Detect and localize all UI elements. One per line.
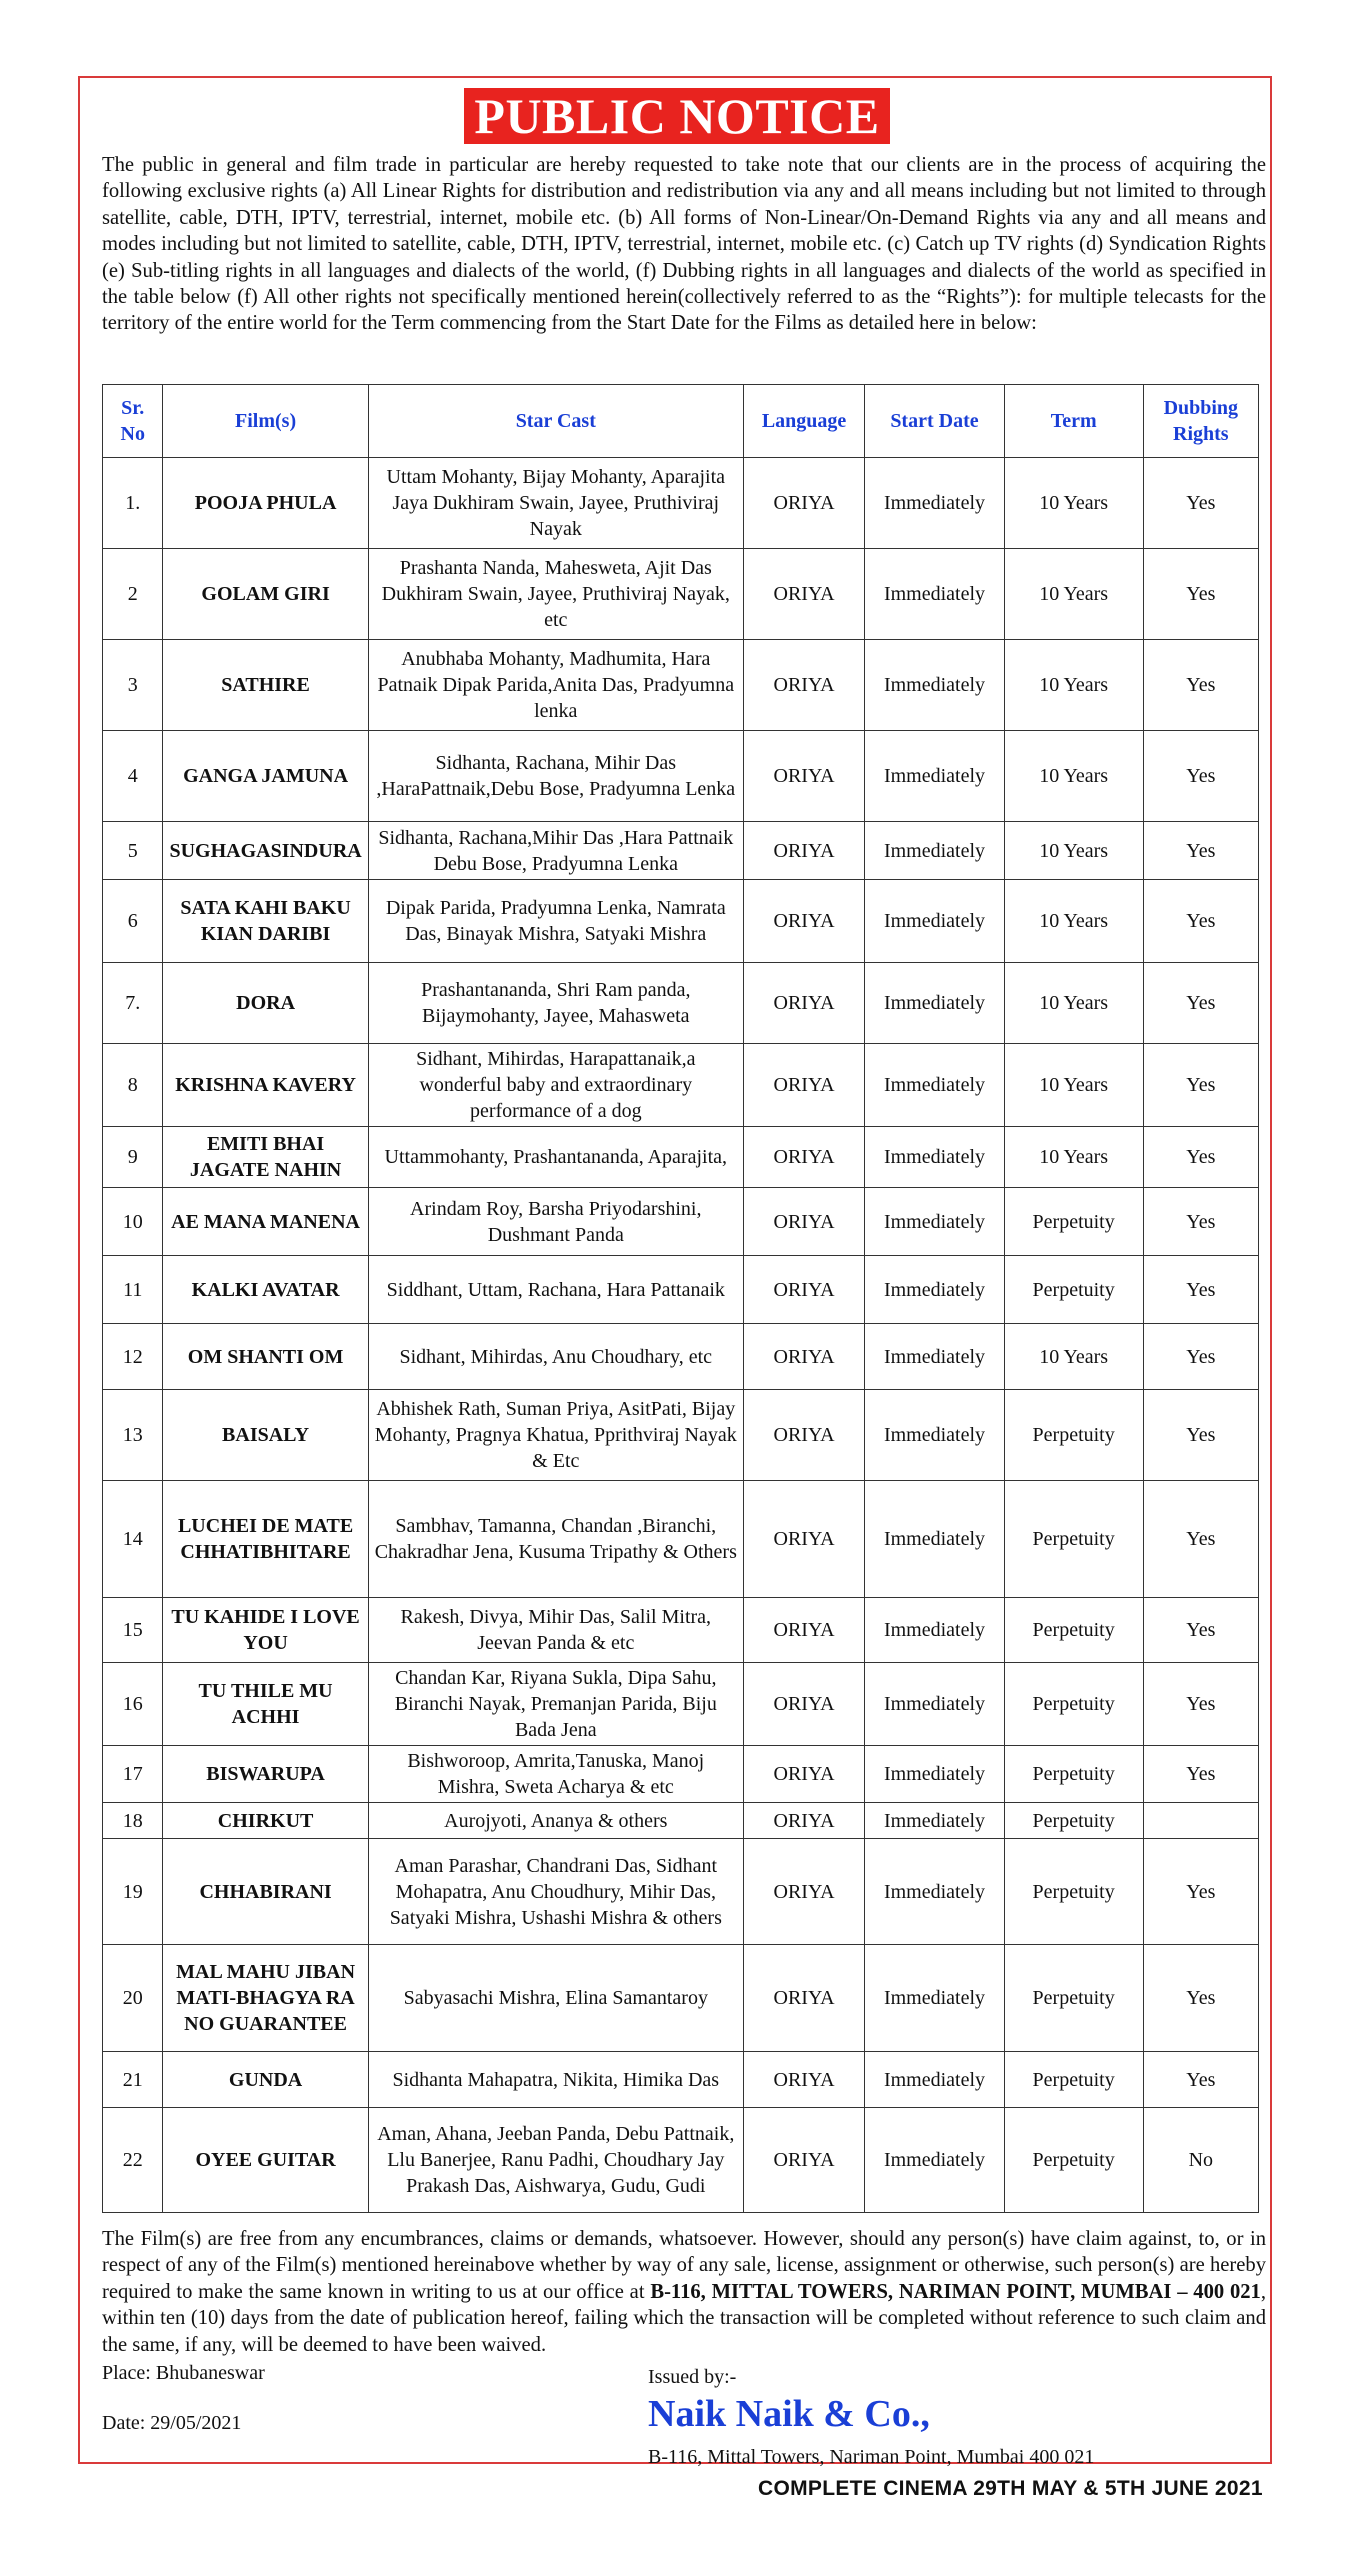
cell-cast: Sidhanta, Rachana,Mihir Das ,Hara Pattnaik Debu Bose, Pradyumna Lenka — [368, 822, 743, 880]
cell-cast: Prashanta Nanda, Mahesweta, Ajit Das Dukhiram Swain, Jayee, Pruthiviraj Nayak, etc — [368, 549, 743, 640]
cell-term: 10 Years — [1004, 731, 1143, 822]
cell-dubbing: Yes — [1143, 640, 1258, 731]
cell-cast: Rakesh, Divya, Mihir Das, Salil Mitra, Jeevan Panda & etc — [368, 1598, 743, 1663]
cell-term: Perpetuity — [1004, 1945, 1143, 2052]
footer-text-2: , within ten (10) days from the date of publication hereof, failing which the transaction will be completed without reference to such claim and the same, if any, will be deemed to have been waived. — [102, 2280, 1266, 2356]
cell-dubbing: Yes — [1143, 731, 1258, 822]
cell-cast: Aman Parashar, Chandrani Das, Sidhant Mohapatra, Anu Choudhury, Mihir Das, Satyaki Mishra, Ushashi Mishra & others — [368, 1839, 743, 1945]
cell-dubbing: Yes — [1143, 1663, 1258, 1746]
cell-sr: 12 — [103, 1324, 163, 1390]
cell-cast: Sabyasachi Mishra, Elina Samantaroy — [368, 1945, 743, 2052]
cell-term: Perpetuity — [1004, 1188, 1143, 1256]
cell-start-date: Immediately — [865, 2052, 1004, 2108]
cell-sr: 21 — [103, 2052, 163, 2108]
cell-term: Perpetuity — [1004, 1390, 1143, 1481]
cell-dubbing: Yes — [1143, 880, 1258, 963]
cell-dubbing — [1143, 1803, 1258, 1839]
cell-start-date: Immediately — [865, 1746, 1004, 1803]
cell-start-date: Immediately — [865, 1390, 1004, 1481]
table-header-row — [103, 385, 1259, 458]
cell-sr: 4 — [103, 731, 163, 822]
cell-start-date: Immediately — [865, 731, 1004, 822]
table-row — [103, 1663, 1259, 1746]
cell-term: Perpetuity — [1004, 1481, 1143, 1598]
cell-start-date: Immediately — [865, 1839, 1004, 1945]
cell-film: BISWARUPA — [163, 1746, 368, 1803]
cell-film: KALKI AVATAR — [163, 1256, 368, 1324]
cell-language: ORIYA — [743, 731, 864, 822]
title-wrap — [0, 88, 1354, 144]
table-row — [103, 880, 1259, 963]
cell-language: ORIYA — [743, 2108, 864, 2213]
company-address: B-116, Mittal Towers, Nariman Point, Mumbai 400 021 — [648, 2446, 1095, 2468]
notice-title: PUBLIC NOTICE — [464, 88, 889, 144]
cell-term: Perpetuity — [1004, 2108, 1143, 2213]
cell-sr: 13 — [103, 1390, 163, 1481]
cell-dubbing: Yes — [1143, 1390, 1258, 1481]
cell-term: Perpetuity — [1004, 1746, 1143, 1803]
cell-start-date: Immediately — [865, 1803, 1004, 1839]
cell-sr: 6 — [103, 880, 163, 963]
table-row — [103, 549, 1259, 640]
cell-start-date: Immediately — [865, 640, 1004, 731]
cell-dubbing: Yes — [1143, 1127, 1258, 1188]
cell-term: 10 Years — [1004, 822, 1143, 880]
cell-dubbing: Yes — [1143, 1945, 1258, 2052]
cell-cast: Abhishek Rath, Suman Priya, AsitPati, Bijay Mohanty, Pragnya Khatua, Pprithviraj Nayak & Etc — [368, 1390, 743, 1481]
cell-term: 10 Years — [1004, 1127, 1143, 1188]
table-row — [103, 2052, 1259, 2108]
cell-language: ORIYA — [743, 1945, 864, 2052]
cell-sr: 9 — [103, 1127, 163, 1188]
cell-dubbing: Yes — [1143, 2052, 1258, 2108]
cell-sr: 10 — [103, 1188, 163, 1256]
cell-term: 10 Years — [1004, 880, 1143, 963]
cell-dubbing: Yes — [1143, 549, 1258, 640]
cell-term: 10 Years — [1004, 1044, 1143, 1127]
table-row — [103, 1803, 1259, 1839]
cell-film: EMITI BHAI JAGATE NAHIN — [163, 1127, 368, 1188]
cell-language: ORIYA — [743, 1390, 864, 1481]
cell-sr: 22 — [103, 2108, 163, 2213]
cell-sr: 18 — [103, 1803, 163, 1839]
cell-sr: 19 — [103, 1839, 163, 1945]
cell-start-date: Immediately — [865, 1598, 1004, 1663]
cell-start-date: Immediately — [865, 1324, 1004, 1390]
cell-dubbing: Yes — [1143, 1839, 1258, 1945]
cell-start-date: Immediately — [865, 1663, 1004, 1746]
header-dubbing: Dubbing Rights — [1143, 385, 1258, 458]
cell-film: LUCHEI DE MATE CHHATIBHITARE — [163, 1481, 368, 1598]
cell-film: SATHIRE — [163, 640, 368, 731]
header-start-date: Start Date — [865, 385, 1004, 458]
cell-term: Perpetuity — [1004, 1256, 1143, 1324]
footer-paragraph — [102, 2226, 1266, 2358]
cell-start-date: Immediately — [865, 1188, 1004, 1256]
cell-dubbing: Yes — [1143, 1746, 1258, 1803]
cell-cast: Prashantananda, Shri Ram panda, Bijaymohanty, Jayee, Mahasweta — [368, 963, 743, 1044]
cell-sr: 7. — [103, 963, 163, 1044]
cell-cast: Uttammohanty, Prashantananda, Aparajita, — [368, 1127, 743, 1188]
cell-cast: Siddhant, Uttam, Rachana, Hara Pattanaik — [368, 1256, 743, 1324]
cell-film: GANGA JAMUNA — [163, 731, 368, 822]
cell-cast: Uttam Mohanty, Bijay Mohanty, Aparajita Jaya Dukhiram Swain, Jayee, Pruthiviraj Nayak — [368, 458, 743, 549]
cell-start-date: Immediately — [865, 1044, 1004, 1127]
cell-dubbing: No — [1143, 2108, 1258, 2213]
cell-term: 10 Years — [1004, 458, 1143, 549]
cell-film: CHIRKUT — [163, 1803, 368, 1839]
table-row — [103, 640, 1259, 731]
cell-start-date: Immediately — [865, 963, 1004, 1044]
cell-cast: Chandan Kar, Riyana Sukla, Dipa Sahu, Biranchi Nayak, Premanjan Parida, Biju Bada Jena — [368, 1663, 743, 1746]
cell-cast: Aman, Ahana, Jeeban Panda, Debu Pattnaik, Llu Banerjee, Ranu Padhi, Choudhary Jay Prakash Das, Aishwarya, Gudu, Gudi — [368, 2108, 743, 2213]
cell-film: OM SHANTI OM — [163, 1324, 368, 1390]
footer-text-1: The Film(s) are free from any encumbrances, claims or demands, whatsoever. However, should any person(s) have claim against, to, or in respect of any of the Film(s) mentioned hereinabove whether by way of any sale, license, assignment or otherwise, such person(s) are hereby required to make the same known in writing to us at our office at — [102, 2228, 1266, 2303]
cell-film: SATA KAHI BAKU KIAN DARIBI — [163, 880, 368, 963]
cell-cast: Sidhanta, Rachana, Mihir Das ,HaraPattnaik,Debu Bose, Pradyumna Lenka — [368, 731, 743, 822]
cell-language: ORIYA — [743, 822, 864, 880]
cell-cast: Bishworoop, Amrita,Tanuska, Manoj Mishra, Sweta Acharya & etc — [368, 1746, 743, 1803]
header-cast: Star Cast — [368, 385, 743, 458]
cell-language: ORIYA — [743, 1044, 864, 1127]
footer-address: B-116, MITTAL TOWERS, NARIMAN POINT, MUMBAI – 400 021 — [650, 2280, 1261, 2303]
cell-start-date: Immediately — [865, 822, 1004, 880]
issued-by: Issued by:- — [648, 2366, 737, 2388]
cell-dubbing: Yes — [1143, 1044, 1258, 1127]
cell-film: CHHABIRANI — [163, 1839, 368, 1945]
cell-dubbing: Yes — [1143, 1598, 1258, 1663]
publication-line: COMPLETE CINEMA 29TH MAY & 5TH JUNE 2021 — [758, 2477, 1263, 2500]
films-table — [102, 384, 1259, 2213]
cell-film: GOLAM GIRI — [163, 549, 368, 640]
cell-language: ORIYA — [743, 963, 864, 1044]
cell-language: ORIYA — [743, 640, 864, 731]
table-row — [103, 1127, 1259, 1188]
cell-term: Perpetuity — [1004, 1803, 1143, 1839]
cell-cast: Sidhant, Mihirdas, Harapattanaik,a wonderful baby and extraordinary performance of a dog — [368, 1044, 743, 1127]
cell-dubbing: Yes — [1143, 1481, 1258, 1598]
cell-dubbing: Yes — [1143, 1188, 1258, 1256]
table-row — [103, 731, 1259, 822]
table-row — [103, 1044, 1259, 1127]
cell-start-date: Immediately — [865, 2108, 1004, 2213]
cell-language: ORIYA — [743, 2052, 864, 2108]
cell-sr: 3 — [103, 640, 163, 731]
cell-cast: Aurojyoti, Ananya & others — [368, 1803, 743, 1839]
cell-dubbing: Yes — [1143, 1256, 1258, 1324]
cell-cast: Anubhaba Mohanty, Madhumita, Hara Patnaik Dipak Parida,Anita Das, Pradyumna lenka — [368, 640, 743, 731]
cell-cast: Sidhanta Mahapatra, Nikita, Himika Das — [368, 2052, 743, 2108]
cell-sr: 17 — [103, 1746, 163, 1803]
cell-dubbing: Yes — [1143, 963, 1258, 1044]
cell-language: ORIYA — [743, 1663, 864, 1746]
cell-language: ORIYA — [743, 1746, 864, 1803]
cell-start-date: Immediately — [865, 549, 1004, 640]
cell-start-date: Immediately — [865, 1127, 1004, 1188]
cell-film: AE MANA MANENA — [163, 1188, 368, 1256]
cell-term: 10 Years — [1004, 640, 1143, 731]
table-row — [103, 1188, 1259, 1256]
cell-start-date: Immediately — [865, 880, 1004, 963]
cell-dubbing: Yes — [1143, 1324, 1258, 1390]
cell-start-date: Immediately — [865, 458, 1004, 549]
cell-term: Perpetuity — [1004, 1598, 1143, 1663]
company-name: Naik Naik & Co., — [648, 2393, 930, 2435]
cell-sr: 8 — [103, 1044, 163, 1127]
cell-term: Perpetuity — [1004, 2052, 1143, 2108]
cell-film: KRISHNA KAVERY — [163, 1044, 368, 1127]
header-language: Language — [743, 385, 864, 458]
cell-sr: 20 — [103, 1945, 163, 2052]
cell-language: ORIYA — [743, 880, 864, 963]
cell-language: ORIYA — [743, 1324, 864, 1390]
cell-language: ORIYA — [743, 1598, 864, 1663]
cell-cast: Arindam Roy, Barsha Priyodarshini, Dushmant Panda — [368, 1188, 743, 1256]
cell-start-date: Immediately — [865, 1945, 1004, 2052]
cell-cast: Sambhav, Tamanna, Chandan ,Biranchi, Chakradhar Jena, Kusuma Tripathy & Others — [368, 1481, 743, 1598]
cell-language: ORIYA — [743, 1127, 864, 1188]
table-row — [103, 1256, 1259, 1324]
place: Place: Bhubaneswar — [102, 2362, 265, 2384]
cell-sr: 11 — [103, 1256, 163, 1324]
cell-term: 10 Years — [1004, 1324, 1143, 1390]
table-row — [103, 458, 1259, 549]
intro-paragraph: The public in general and film trade in particular are hereby requested to take note that our clients are in the process of acquiring the following exclusive rights (a) All Linear Rights for distribution and redistribution via any and all means including but not limited to through satellite, cable, DTH, IPTV, terrestrial, internet, mobile etc. (b) All forms of Non-Linear/On-Demand Rights via any and all means and modes including but not limited to satellite, cable, DTH, IPTV, terrestrial, internet, mobile etc. (c) Catch up TV rights (d) Syndication Rights (e) Sub-titling rights in all languages and dialects of the world, (f) Dubbing rights in all languages and dialects of the world as specified in the table below (f) All other rights not specifically mentioned herein(collectively referred to as the “Rights”): for multiple telecasts for the territory of the entire world for the Term commencing from the Start Date for the Films as detailed here in below: — [102, 154, 1266, 335]
table-row — [103, 1839, 1259, 1945]
cell-start-date: Immediately — [865, 1256, 1004, 1324]
table-row — [103, 1945, 1259, 2052]
cell-film: DORA — [163, 963, 368, 1044]
cell-film: MAL MAHU JIBAN MATI-BHAGYA RA NO GUARANTEE — [163, 1945, 368, 2052]
table-row — [103, 1324, 1259, 1390]
cell-sr: 1. — [103, 458, 163, 549]
cell-film: OYEE GUITAR — [163, 2108, 368, 2213]
cell-language: ORIYA — [743, 1481, 864, 1598]
cell-film: TU KAHIDE I LOVE YOU — [163, 1598, 368, 1663]
table-row — [103, 2108, 1259, 2213]
cell-film: SUGHAGASINDURA — [163, 822, 368, 880]
cell-sr: 14 — [103, 1481, 163, 1598]
table-row — [103, 822, 1259, 880]
cell-term: Perpetuity — [1004, 1839, 1143, 1945]
cell-language: ORIYA — [743, 458, 864, 549]
cell-film: GUNDA — [163, 2052, 368, 2108]
table-row — [103, 1598, 1259, 1663]
cell-term: Perpetuity — [1004, 1663, 1143, 1746]
cell-dubbing: Yes — [1143, 822, 1258, 880]
cell-dubbing: Yes — [1143, 458, 1258, 549]
table-row — [103, 1390, 1259, 1481]
cell-start-date: Immediately — [865, 1481, 1004, 1598]
cell-term: 10 Years — [1004, 963, 1143, 1044]
cell-language: ORIYA — [743, 1188, 864, 1256]
table-row — [103, 1481, 1259, 1598]
cell-sr: 15 — [103, 1598, 163, 1663]
cell-sr: 5 — [103, 822, 163, 880]
cell-term: 10 Years — [1004, 549, 1143, 640]
cell-cast: Sidhant, Mihirdas, Anu Choudhary, etc — [368, 1324, 743, 1390]
cell-film: POOJA PHULA — [163, 458, 368, 549]
cell-language: ORIYA — [743, 1839, 864, 1945]
cell-cast: Dipak Parida, Pradyumna Lenka, Namrata Das, Binayak Mishra, Satyaki Mishra — [368, 880, 743, 963]
cell-language: ORIYA — [743, 1803, 864, 1839]
header-sr: Sr. No — [103, 385, 163, 458]
cell-film: TU THILE MU ACHHI — [163, 1663, 368, 1746]
cell-sr: 2 — [103, 549, 163, 640]
table-row — [103, 1746, 1259, 1803]
cell-language: ORIYA — [743, 549, 864, 640]
cell-language: ORIYA — [743, 1256, 864, 1324]
table-row — [103, 963, 1259, 1044]
date: Date: 29/05/2021 — [102, 2412, 242, 2434]
cell-sr: 16 — [103, 1663, 163, 1746]
cell-film: BAISALY — [163, 1390, 368, 1481]
header-term: Term — [1004, 385, 1143, 458]
header-film: Film(s) — [163, 385, 368, 458]
